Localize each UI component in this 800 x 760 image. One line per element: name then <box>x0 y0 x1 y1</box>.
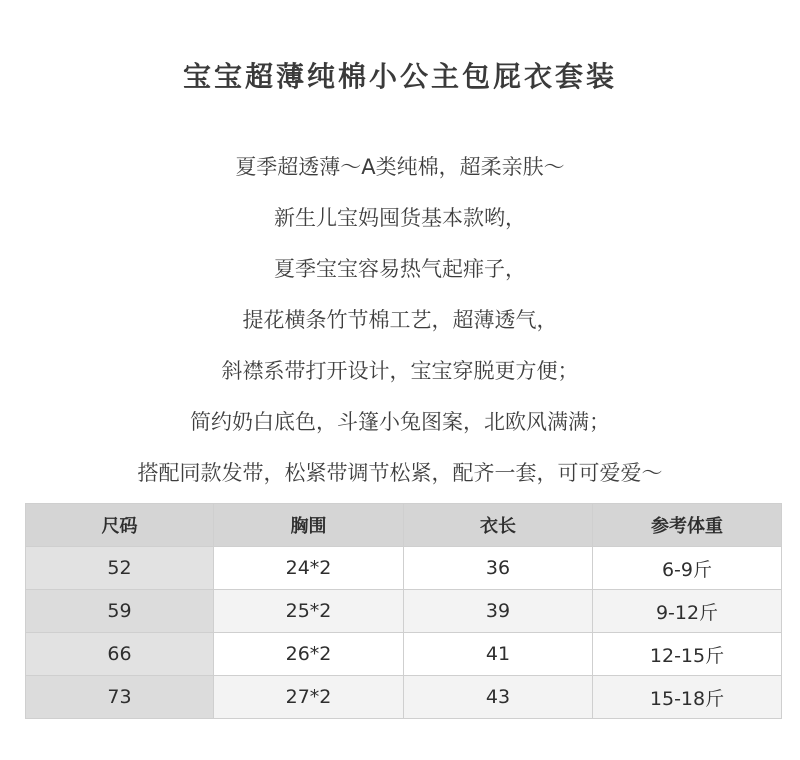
description-line: 简约奶白底色，斗篷小兔图案，北欧风满满； <box>190 410 610 434</box>
cell-chest: 26*2 <box>214 633 404 676</box>
cell-size: 73 <box>26 676 214 719</box>
cell-length: 39 <box>404 590 593 633</box>
cell-size: 66 <box>26 633 214 676</box>
description-line: 新生儿宝妈囤货基本款哟， <box>274 206 526 230</box>
cell-weight: 6-9斤 <box>593 547 782 590</box>
header-weight: 参考体重 <box>593 504 782 547</box>
table-row <box>26 633 782 676</box>
cell-weight: 12-15斤 <box>593 633 782 676</box>
description-line: 夏季宝宝容易热气起痱子， <box>274 257 526 281</box>
cell-chest: 27*2 <box>214 676 404 719</box>
table-row <box>26 547 782 590</box>
description-line: 斜襟系带打开设计，宝宝穿脱更方便； <box>221 359 579 383</box>
header-chest: 胸围 <box>214 504 404 547</box>
cell-length: 43 <box>404 676 593 719</box>
table-header-row <box>26 504 782 547</box>
cell-size: 59 <box>26 590 214 633</box>
cell-chest: 25*2 <box>214 590 404 633</box>
page-title: 宝宝超薄纯棉小公主包屁衣套装 <box>182 60 617 93</box>
cell-length: 36 <box>404 547 593 590</box>
header-length: 衣长 <box>404 504 593 547</box>
description-line: 夏季超透薄～A类纯棉，超柔亲肤～ <box>235 155 565 179</box>
description-line: 提花横条竹节棉工艺，超薄透气， <box>242 308 558 332</box>
cell-chest: 24*2 <box>214 547 404 590</box>
cell-length: 41 <box>404 633 593 676</box>
cell-weight: 15-18斤 <box>593 676 782 719</box>
table-row <box>26 590 782 633</box>
size-chart-table <box>25 503 782 719</box>
header-size: 尺码 <box>26 504 214 547</box>
cell-weight: 9-12斤 <box>593 590 782 633</box>
description-list <box>0 142 800 499</box>
description-line: 搭配同款发带，松紧带调节松紧，配齐一套，可可爱爱～ <box>137 461 663 485</box>
cell-size: 52 <box>26 547 214 590</box>
table-row <box>26 676 782 719</box>
